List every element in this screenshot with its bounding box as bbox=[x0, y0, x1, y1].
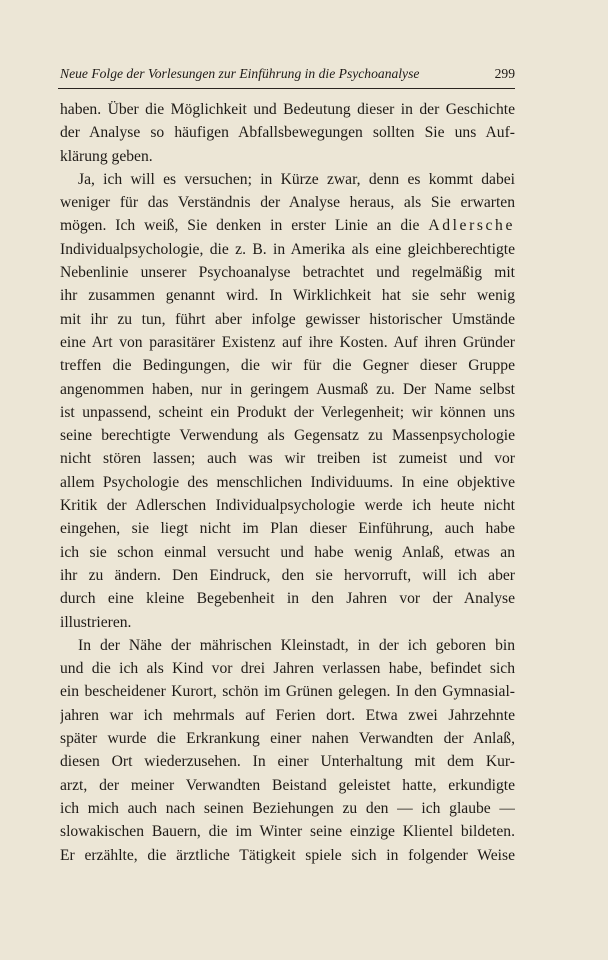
text-line: diesen Ort wiederzusehen. In einer Unterhaltung mit dem Kur- bbox=[60, 753, 515, 771]
text-line: Kritik der Adlerschen Individualpsychologie werde ich heute nicht bbox=[60, 497, 515, 515]
text-line: haben. Über die Möglichkeit und Bedeutung dieser in der Geschichte bbox=[60, 101, 515, 118]
text-line: mit ihr zu tun, führt aber infolge gewisser historischer Umstände bbox=[60, 310, 515, 328]
text-line: arzt, der meiner Verwandten Beistand geleistet hatte, erkundigte bbox=[60, 776, 515, 794]
text-fragment: mögen. Ich weiß, Sie denken in erster Linie an die bbox=[60, 217, 420, 235]
text-line: ich sie schon einmal versucht und habe wenig Anlaß, etwas an bbox=[60, 543, 515, 561]
header-rule bbox=[58, 88, 515, 89]
text-line: der Analyse so häufigen Abfallsbewegungen sollten Sie uns Auf- bbox=[60, 124, 515, 142]
text-line: treffen die Bedingungen, die wir für die Gegner dieser Gruppe bbox=[60, 357, 515, 375]
text-line: jahren war ich mehrmals auf Ferien dort. Etwa zwei Jahrzehnte bbox=[60, 706, 515, 724]
text-line: eine Art von parasitärer Existenz auf ihre Kosten. Auf ihren Gründer bbox=[60, 333, 515, 351]
text-line: klärung geben. bbox=[60, 147, 153, 165]
text-line: Nebenlinie unserer Psychoanalyse betrachtet und regelmäßig mit bbox=[60, 264, 515, 282]
running-header bbox=[60, 66, 515, 82]
text-line: ich mich auch nach seinen Beziehungen zu den — ich glaube — bbox=[60, 799, 515, 817]
text-line: ihr zusammen genannt wird. In Wirklichkeit hat sie sehr wenig bbox=[60, 287, 515, 305]
body-text bbox=[60, 98, 515, 867]
text-line: eingehen, sie liegt nicht im Plan dieser Einführung, auch habe bbox=[60, 520, 515, 538]
text-line: ist unpassend, scheint ein Produkt der Verlegenheit; wir können uns bbox=[60, 403, 515, 421]
text-line: weniger für das Verständnis der Analyse heraus, als Sie erwarten bbox=[60, 194, 515, 212]
text-line: seine berechtigte Verwendung als Gegensatz zu Massenpsychologie bbox=[60, 427, 515, 445]
text-line: nicht stören lassen; auch was wir treiben ist zumeist und vor bbox=[60, 450, 515, 468]
text-line: ein bescheidener Kurort, schön im Grünen gelegen. In den Gymnasial- bbox=[60, 683, 515, 701]
text-line: In der Nähe der mährischen Kleinstadt, in der ich geboren bin bbox=[78, 636, 515, 654]
text-line: Individualpsychologie, die z. B. in Amerika als eine gleichberechtigte bbox=[60, 240, 515, 258]
text-line: Ja, ich will es versuchen; in Kürze zwar, denn es kommt dabei bbox=[78, 170, 515, 188]
spaced-name: Adlersche bbox=[428, 217, 515, 235]
text-line: ihr zu ändern. Den Eindruck, den sie hervorruft, will ich aber bbox=[60, 566, 515, 584]
text-line: später wurde die Erkrankung einer nahen Verwandten der Anlaß, bbox=[60, 730, 515, 748]
text-line: slowakischen Bauern, die im Winter seine einzige Klientel bildeten. bbox=[60, 823, 515, 841]
text-line: und die ich als Kind vor drei Jahren verlassen habe, befindet sich bbox=[60, 660, 515, 678]
text-line: illustrieren. bbox=[60, 613, 132, 631]
text-line bbox=[60, 214, 515, 237]
text-line: durch eine kleine Begebenheit in den Jahren vor der Analyse bbox=[60, 590, 515, 608]
page-number: 299 bbox=[494, 66, 515, 81]
text-line: Er erzählte, die ärztliche Tätigkeit spiele sich in folgender Weise bbox=[60, 846, 515, 864]
running-title: Neue Folge der Vorlesungen zur Einführung in die Psychoanalyse bbox=[60, 66, 420, 81]
text-line: allem Psychologie des menschlichen Individuums. In eine objektive bbox=[60, 473, 515, 491]
text-line: angenommen haben, nur in geringem Ausmaß zu. Der Name selbst bbox=[60, 380, 515, 398]
